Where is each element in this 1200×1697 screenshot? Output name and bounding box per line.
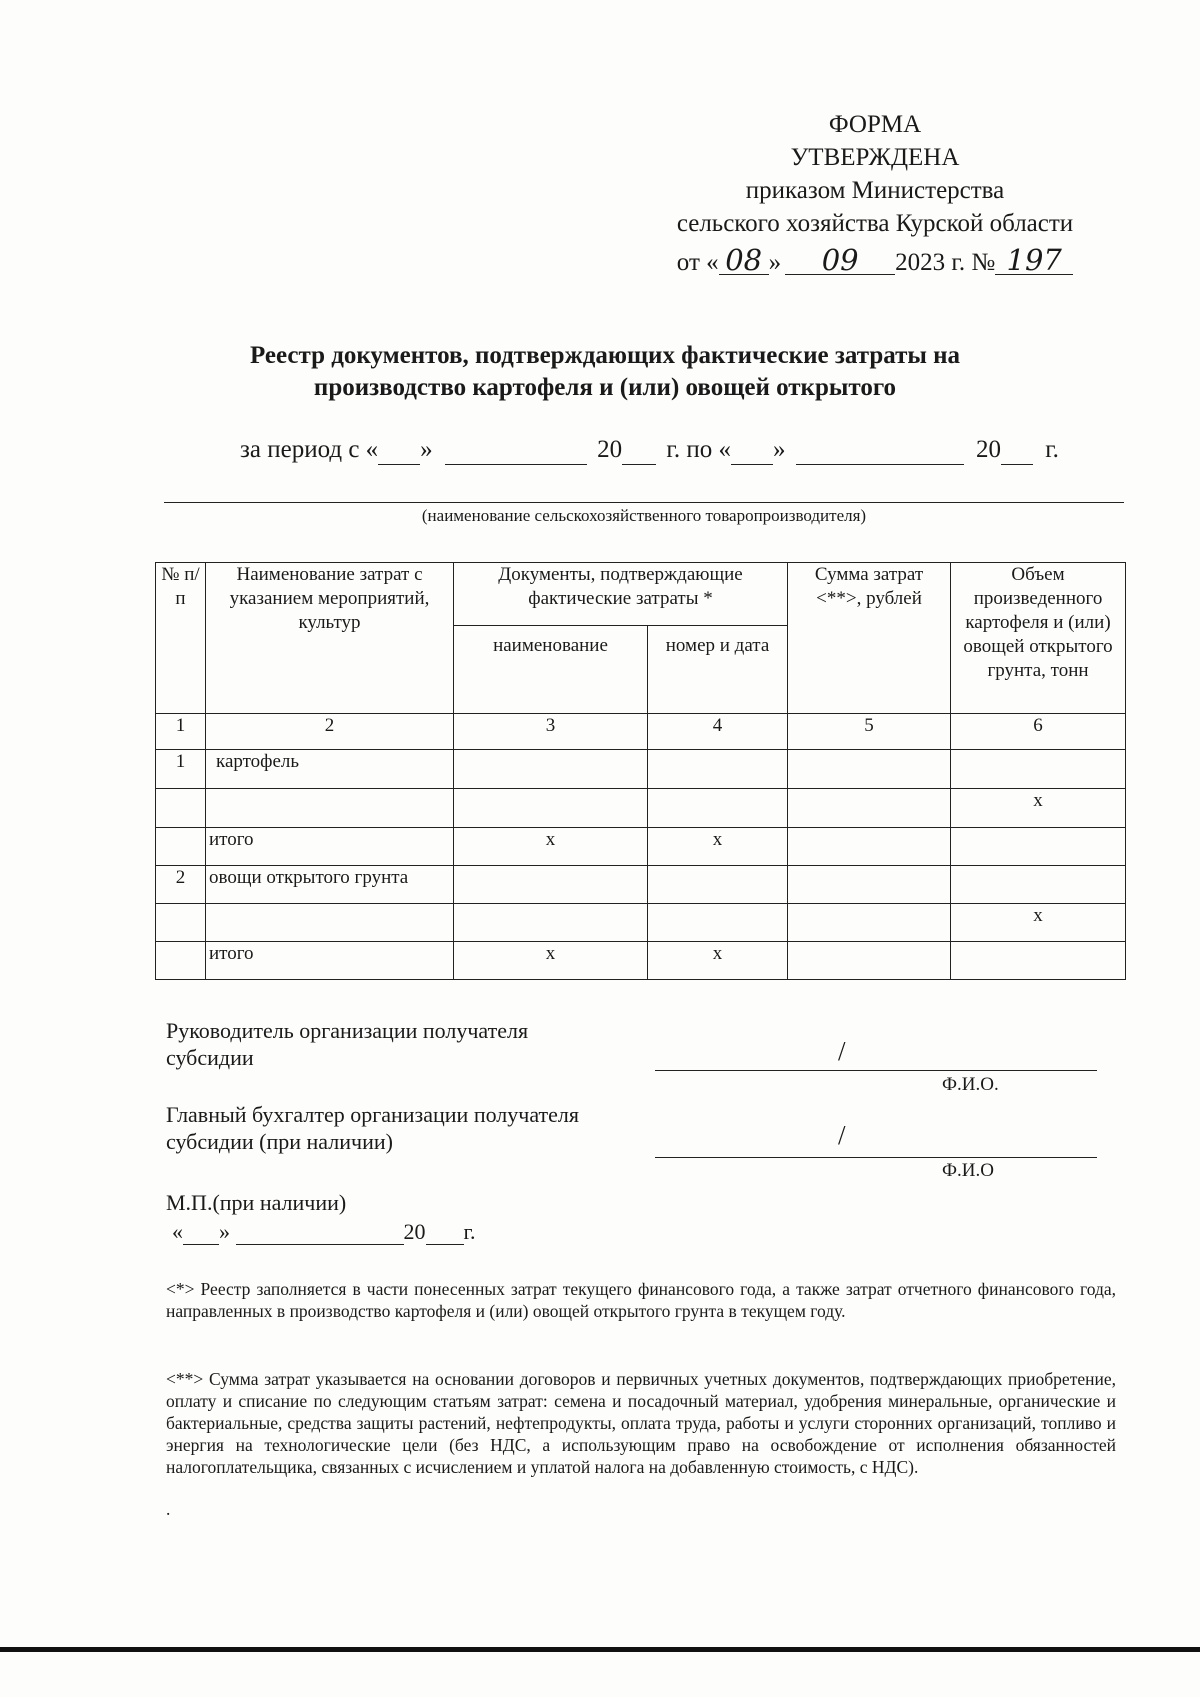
veg-total-label: итого <box>206 942 454 980</box>
veg-blank-doc-num <box>648 904 788 942</box>
veg-total-doc-num: х <box>648 942 788 980</box>
approval-number: 197 <box>995 246 1073 275</box>
period-from-month-blank <box>445 436 587 465</box>
footnote-1: <*> Реестр заполняется в части понесенных затрат текущего финансового года, а также затрат отчетного финансового года, направленных в производство картофеля и (или) овощей открытого грунта в текущем году. <box>166 1279 1116 1321</box>
veg-blank-doc-name <box>454 904 648 942</box>
veg-total-num <box>156 942 206 980</box>
accountant-signature-label <box>166 1101 579 1155</box>
potato-total-sum <box>788 828 951 866</box>
potato-name: картофель <box>206 750 454 789</box>
colnum-5: 5 <box>788 714 951 750</box>
accountant-label-line-2: субсидии (при наличии) <box>166 1129 393 1154</box>
colnum-4: 4 <box>648 714 788 750</box>
table-row-potato-blank <box>156 789 1126 828</box>
sig-date-open: « <box>172 1219 183 1244</box>
title-line-1: Реестр документов, подтверждающих фактические затраты на <box>249 342 961 369</box>
approval-block <box>640 108 1110 279</box>
veg-total-volume <box>951 942 1126 980</box>
sig-date-end: г. <box>463 1219 476 1244</box>
head-signature-label <box>166 1017 528 1071</box>
head-signature-line <box>655 1070 1097 1071</box>
potato-blank-volume: х <box>951 789 1126 828</box>
veg-num: 2 <box>156 866 206 904</box>
table-row-vegetables <box>156 866 1126 904</box>
veg-total-sum <box>788 942 951 980</box>
veg-doc-name <box>454 866 648 904</box>
potato-num: 1 <box>156 750 206 789</box>
footnote-2: <**> Сумма затрат указывается на основании договоров и первичных учетных документов, подтверждающих приобретение, оплату и списание по следующим статьям затрат: семена и посадочный материал, удобрения минеральные, органические и бактериальные, средства защиты растений, нефтепродукты, оплата труда, работы и услуги сторонних организаций, топливо и энергия на технологические цели (без НДС, а использующим право на освобождение от исполнения обязанностей налогоплательщика, связанных с исчислением и уплатой налога на добавленную стоимость, с НДС). <box>166 1369 1116 1477</box>
sig-year-blank <box>426 1220 464 1245</box>
producer-caption: (наименование сельскохозяйственного товаропроизводителя) <box>421 506 867 525</box>
table-header-row <box>156 563 1126 626</box>
sig-date-year: 20 <box>403 1219 426 1244</box>
period-to-day-blank <box>731 436 773 465</box>
approval-form-label: ФОРМА <box>828 111 922 138</box>
period-quote-close-2: » <box>773 436 786 463</box>
header-doc-num-date: номер и дата <box>648 626 788 714</box>
veg-blank-name <box>206 904 454 942</box>
potato-total-doc-name: х <box>454 828 648 866</box>
sig-month-blank <box>236 1220 404 1245</box>
veg-sum <box>788 866 951 904</box>
colnum-3: 3 <box>454 714 648 750</box>
header-sum: Сумма затрат <**>, рублей <box>788 563 951 714</box>
colnum-1: 1 <box>156 714 206 750</box>
table-row-potato <box>156 750 1126 789</box>
period-from-century: 20 <box>597 436 623 463</box>
accountant-label-line-1: Главный бухгалтер организации получателя <box>166 1102 580 1127</box>
header-num: № п/п <box>156 563 206 714</box>
period-from-label: за период с « <box>240 436 379 463</box>
document-title <box>150 340 1060 404</box>
signature-date-line <box>172 1218 476 1245</box>
approval-year: 2023 г. № <box>895 249 996 276</box>
period-end-label: г. <box>1045 436 1059 463</box>
header-volume: Объем произведенного картофеля и (или) овощей открытого грунта, тонн <box>951 563 1126 714</box>
period-to-year-blank <box>1001 436 1033 465</box>
potato-blank-sum <box>788 789 951 828</box>
potato-doc-num <box>648 750 788 789</box>
accountant-fio-label: Ф.И.О <box>942 1160 994 1181</box>
head-signature-slash: / <box>838 1036 846 1066</box>
title-line-2: производство картофеля и (или) овощей открытого <box>313 374 897 401</box>
head-label-line-1: Руководитель организации получателя <box>166 1018 529 1043</box>
approval-ministry-label: сельского хозяйства Курской области <box>676 210 1074 237</box>
veg-blank-sum <box>788 904 951 942</box>
header-documents: Документы, подтверждающие фактические затраты * <box>454 563 788 626</box>
potato-total-doc-num: х <box>648 828 788 866</box>
approval-day: 08 <box>719 246 769 275</box>
potato-sum <box>788 750 951 789</box>
table-row-potato-total <box>156 828 1126 866</box>
potato-total-label: итого <box>206 828 454 866</box>
header-cost-name: Наименование затрат с указанием мероприятий, культур <box>206 563 454 714</box>
potato-total-volume <box>951 828 1126 866</box>
veg-total-doc-name: х <box>454 942 648 980</box>
footnote-dot: . <box>166 1499 171 1519</box>
column-number-row <box>156 714 1126 750</box>
date-prefix: от « <box>676 249 719 276</box>
potato-volume <box>951 750 1126 789</box>
potato-total-num <box>156 828 206 866</box>
approval-date-line <box>640 243 1110 279</box>
period-to-label: г. по « <box>666 436 731 463</box>
scan-edge-bar <box>0 1647 1200 1652</box>
sig-date-mid: » <box>219 1219 230 1244</box>
sig-day-blank <box>183 1220 219 1245</box>
potato-blank-doc-num <box>648 789 788 828</box>
veg-doc-num <box>648 866 788 904</box>
header-doc-name: наименование <box>454 626 648 714</box>
potato-blank-name <box>206 789 454 828</box>
head-label-line-2: субсидии <box>166 1045 254 1070</box>
accountant-signature-slash: / <box>838 1120 846 1150</box>
potato-blank-num <box>156 789 206 828</box>
veg-blank-num <box>156 904 206 942</box>
period-to-century: 20 <box>976 436 1001 463</box>
approval-order-label: приказом Министерства <box>745 177 1005 204</box>
table-row-veg-total <box>156 942 1126 980</box>
period-from-year-blank <box>622 436 656 465</box>
period-line <box>240 436 1059 465</box>
period-from-day-blank <box>378 436 420 465</box>
veg-blank-volume: х <box>951 904 1126 942</box>
veg-name: овощи открытого грунта <box>206 866 454 904</box>
approval-approved-label: УТВЕРЖДЕНА <box>790 144 960 171</box>
colnum-6: 6 <box>951 714 1126 750</box>
producer-name-line <box>164 502 1124 503</box>
potato-doc-name <box>454 750 648 789</box>
potato-blank-doc-name <box>454 789 648 828</box>
date-mid: » <box>768 249 782 276</box>
accountant-signature-line <box>655 1157 1097 1158</box>
veg-volume <box>951 866 1126 904</box>
approval-month: 09 <box>785 246 895 275</box>
registry-table <box>155 562 1126 980</box>
stamp-label: М.П.(при наличии) <box>166 1190 347 1215</box>
colnum-2: 2 <box>206 714 454 750</box>
period-to-month-blank <box>796 436 964 465</box>
period-quote-close: » <box>420 436 433 463</box>
table-row-veg-blank <box>156 904 1126 942</box>
head-fio-label: Ф.И.О. <box>942 1074 999 1095</box>
